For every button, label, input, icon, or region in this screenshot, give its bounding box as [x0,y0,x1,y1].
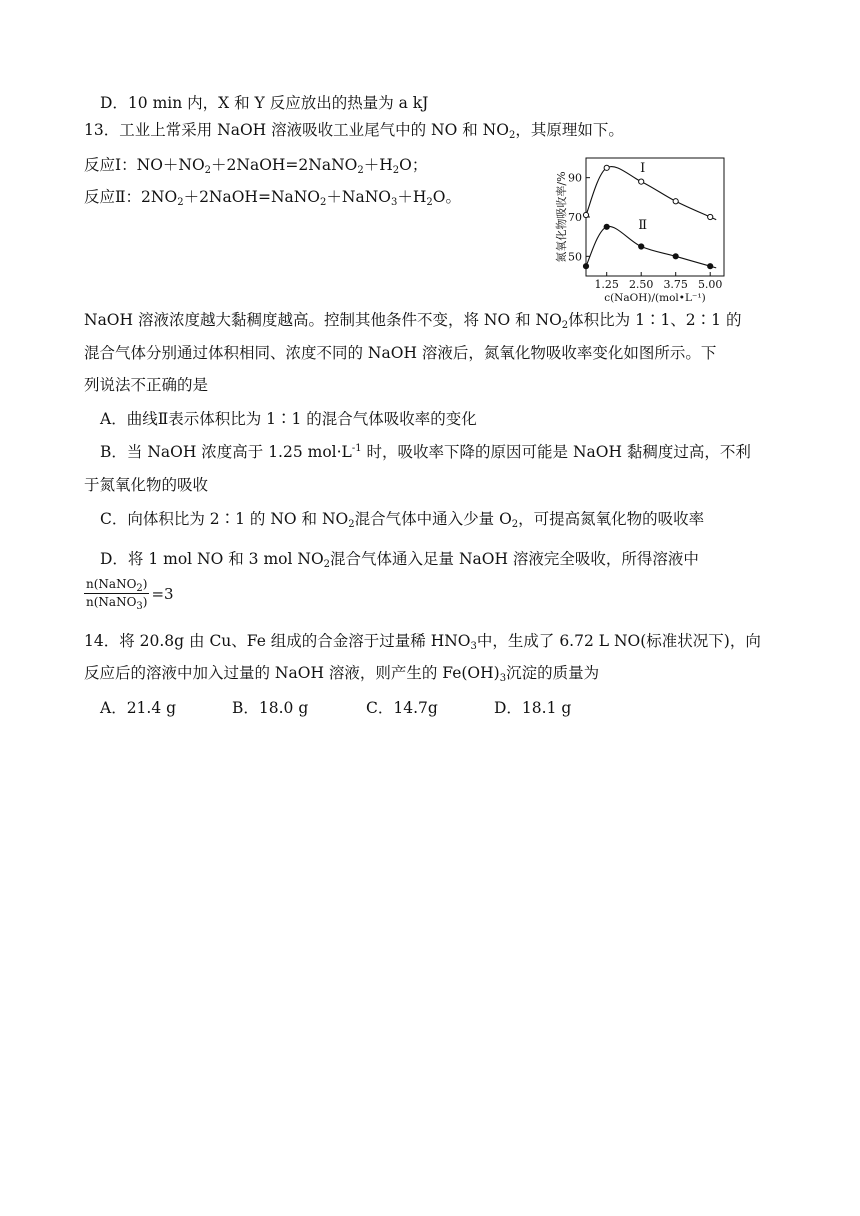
q13-reaction-1: 反应Ⅰ：$NO+NO_2+2NaOH=2NaNO_2+H_2O$； [84,156,428,176]
fraction-equals: =3 [151,584,174,603]
series-2-point [583,264,588,269]
q13-reaction-2: 反应Ⅱ：$2NO_2+2NaOH=NaNO_2+NaNO_3+H_2O$。 [84,188,461,208]
x-tick-label: 1.25 [594,278,619,291]
series-2-point [639,244,644,249]
q13-option-d-fraction [84,577,174,610]
series-1-point [639,179,644,184]
series-1-point [708,214,713,219]
q14-option-a: A．21.4 g [100,699,177,717]
fraction-denominator: n(NaNO$_3$) [86,595,148,612]
series-2-point [673,254,678,259]
fraction-numerator: n(NaNO$_2$) [86,577,148,594]
series-2-label: Ⅱ [638,217,648,233]
chart-plot-frame [586,158,724,276]
y-tick-label: 70 [568,211,582,224]
q13-body-line-1: NaOH 溶液浓度越大黏稠度越高。控制其他条件不变，将 NO 和 $NO_2$体积比为 1∶1、2∶1 的 [84,311,742,331]
q14-stem-line-2: 反应后的溶液中加入过量的 NaOH 溶液，则产生的 $Fe(OH)_3$沉淀的质量为 [84,664,600,684]
series-1-point [673,199,678,204]
q13-stem: 13．工业上常采用 NaOH 溶液吸收工业尾气中的 NO 和 $NO_2$，其原理如下。 [84,121,624,141]
q14-stem-line-1: 14．将 20.8g 由 Cu、Fe 组成的合金溶于过量稀 $HNO_3$中，生成了 6.72 L NO(标准状况下)，向 [84,632,761,652]
x-tick-label: 2.50 [628,278,654,291]
series-1-point [604,165,609,170]
absorption-rate-chart [548,150,738,308]
series-2-point [604,224,609,229]
q13-body-line-3: 列说法不正确的是 [84,376,209,394]
x-tick-label: 5.00 [697,278,723,291]
q13-option-b-cont: 于氮氧化物的吸收 [84,476,209,494]
series-2-point [708,264,713,269]
x-axis-label: c(NaOH)/(mol•L⁻¹) [604,292,706,304]
prev-question-option-d: D．10 min 内，X 和 Y 反应放出的热量为 a kJ [100,94,429,112]
q13-body-line-2: 混合气体分别通过体积相同、浓度不同的 NaOH 溶液后，氮氧化物吸收率变化如图所示。下 [84,344,717,362]
series-1-line [586,167,716,220]
series-1-point [583,212,588,217]
y-axis-label: 氮氧化物吸收率/% [555,171,568,263]
y-tick-label: 90 [568,171,582,185]
series-2-line [586,226,716,267]
q13-option-b: B．当 NaOH 浓度高于 1.25 $mol\cdot L^{-1}$ 时，吸收率下降的原因可能是 NaOH 黏稠度过高，不利 [100,443,751,461]
q14-option-b: B．18.0 g [232,699,309,717]
q13-option-d: D．将 1 mol NO 和 3 mol $NO_2$混合气体通入足量 NaOH 溶液完全吸收，所得溶液中 [100,550,699,570]
series-1-label: Ⅰ [640,160,646,176]
q13-option-c: C．向体积比为 2∶1 的 NO 和 $NO_2$混合气体中通入少量 $O_2$，可提高氮氧化物的吸收率 [100,510,705,530]
q13-option-a: A．曲线Ⅱ表示体积比为 1∶1 的混合气体吸收率的变化 [100,410,477,428]
x-tick-label: 3.75 [663,278,688,291]
q14-option-c: C．14.7g [366,699,438,717]
q14-option-d: D．18.1 g [494,699,572,717]
y-tick-label: 50 [568,250,582,264]
